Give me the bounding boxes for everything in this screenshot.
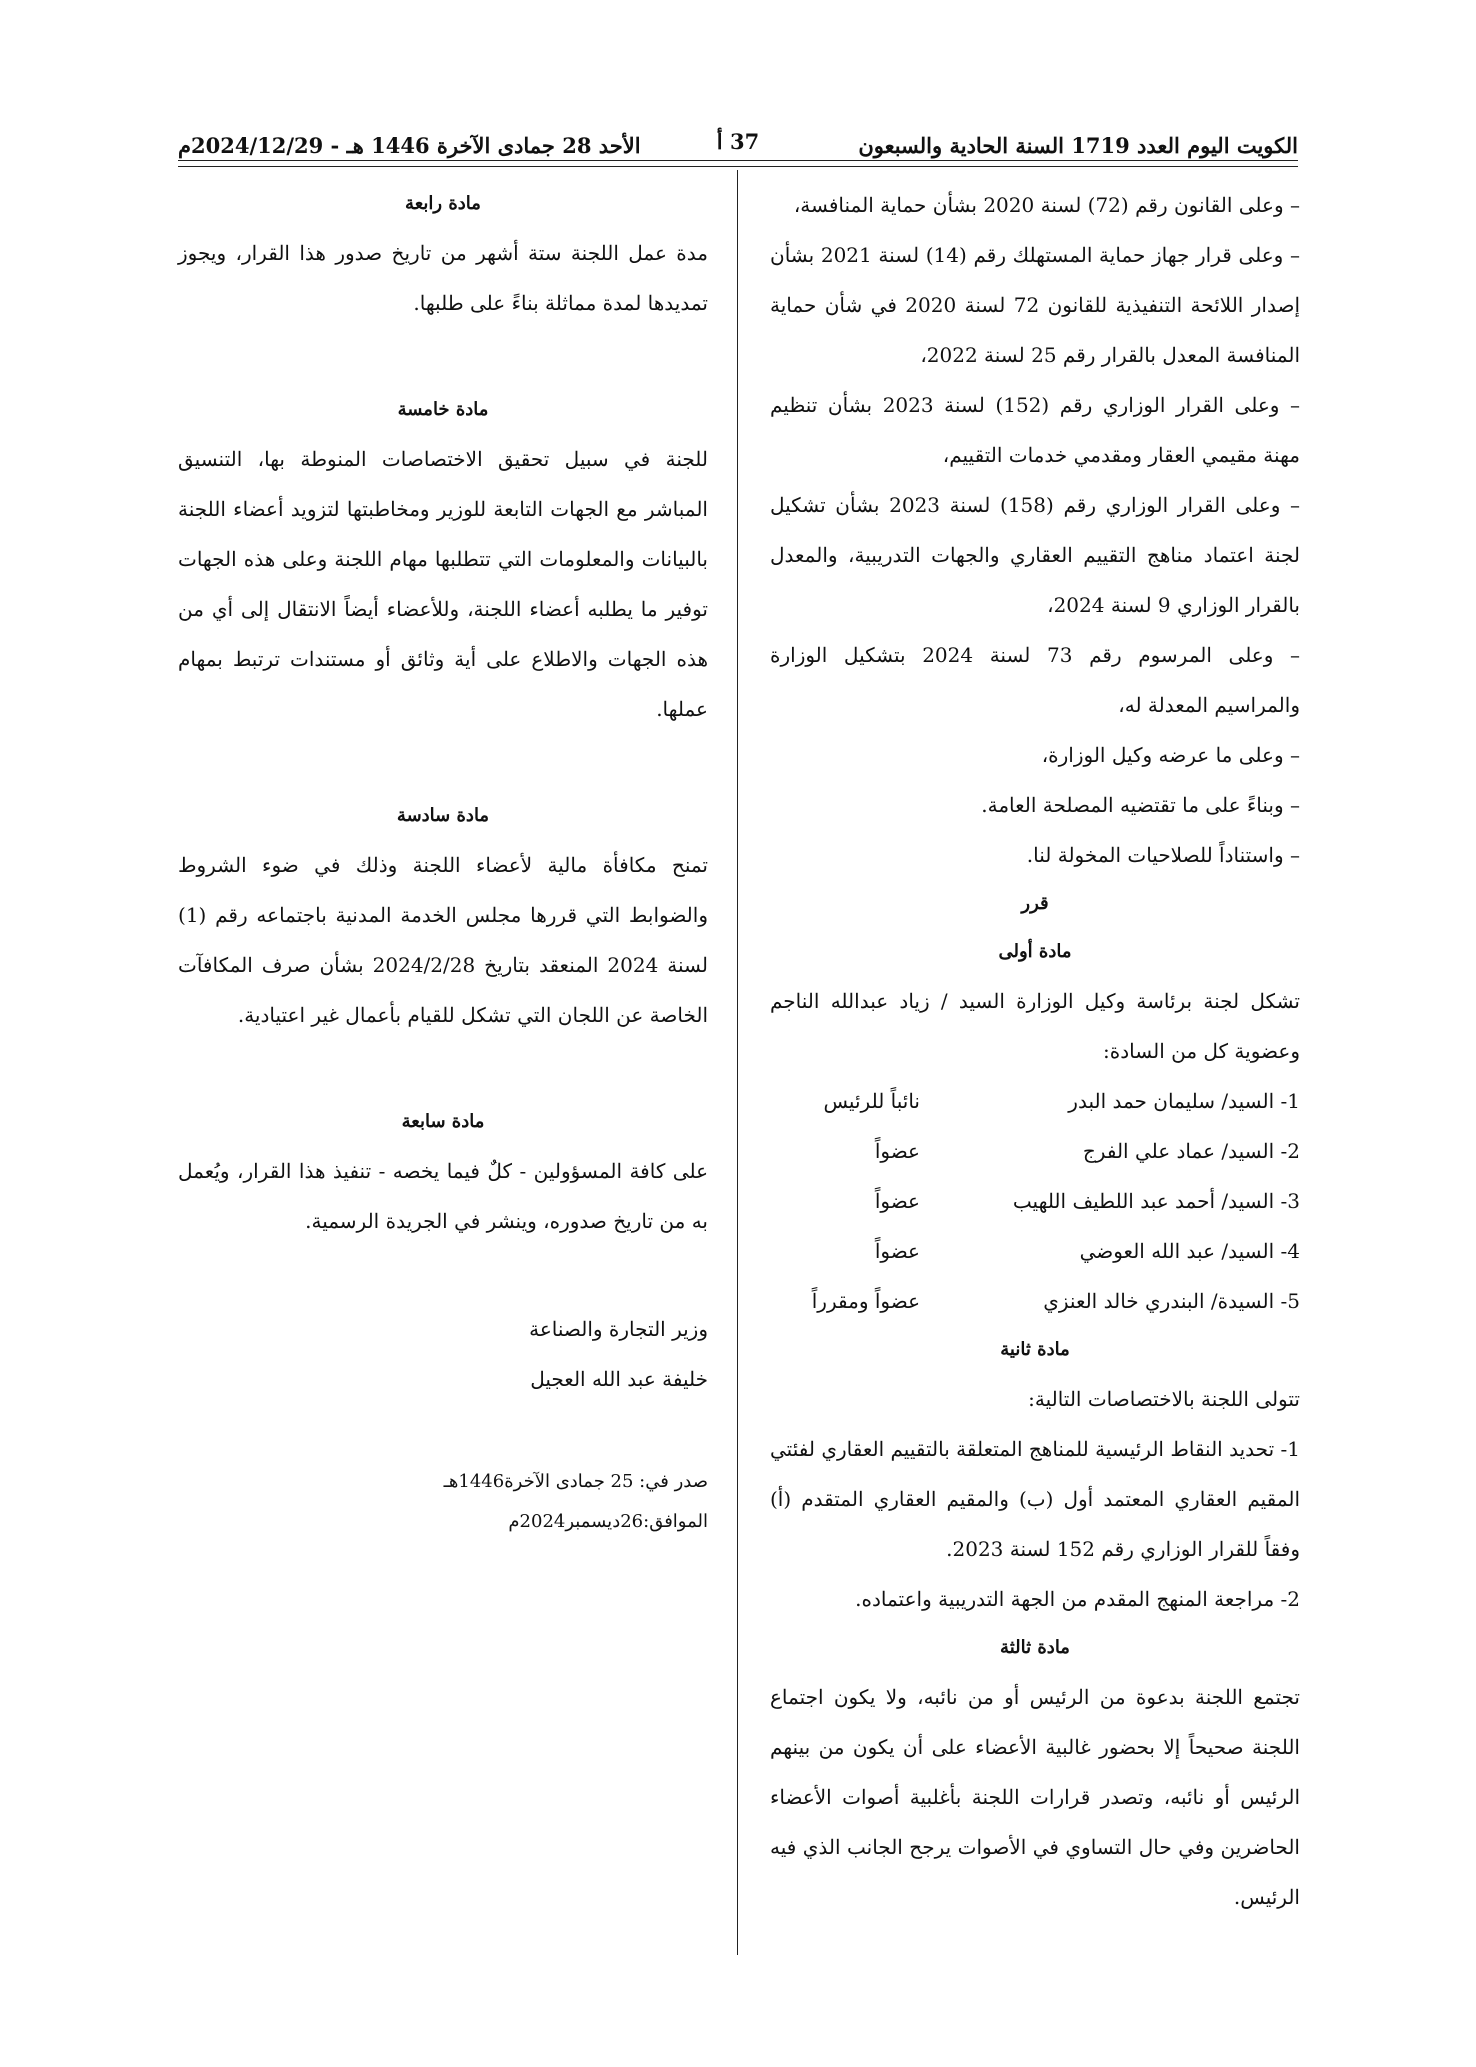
article-7-heading: مادة سابعة <box>401 1111 485 1132</box>
member-role: نائباً للرئيس <box>823 1089 920 1113</box>
header-date: الأحد 28 جمادى الآخرة 1446 هـ - 2024/12/29م <box>178 133 641 158</box>
member-role: عضواً <box>874 1239 920 1263</box>
spacer <box>178 1246 708 1304</box>
preamble-item: – وعلى المرسوم رقم 73 لسنة 2024 بتشكيل الوزارة والمراسيم المعدلة له، <box>770 643 1300 717</box>
spacer <box>178 1404 708 1462</box>
header-rule-top <box>178 160 1298 161</box>
page-header <box>178 118 1298 158</box>
article-1-text: تشكل لجنة برئاسة وكيل الوزارة السيد / زياد عبدالله الناجم وعضوية كل من السادة: <box>770 989 1300 1063</box>
article-6-text: تمنح مكافأة مالية لأعضاء اللجنة وذلك في ضوء الشروط والضوابط التي قررها مجلس الخدمة المدنية باجتماعه رقم (1) لسنة 2024 المنعقد بتاريخ 2024/2/28 بشأن صرف المكافآت الخاصة عن اللجان التي تشكل للقيام بأعمال غير اعتيادية. <box>178 853 708 1027</box>
issued-hijri-date: صدر في: 25 جمادى الآخرة1446هـ <box>443 1471 708 1492</box>
page-number: 37 أ <box>716 129 760 154</box>
article-2-item: 1- تحديد النقاط الرئيسية للمناهج المتعلقة بالتقييم العقاري لفئتي المقيم العقاري المعتمد أول (ب) والمقيم العقاري المتقدم (أ) وفقاً للقرار الوزاري رقم 152 لسنة 2023. <box>770 1437 1300 1561</box>
left-column <box>178 180 708 1542</box>
article-5-text: للجنة في سبيل تحقيق الاختصاصات المنوطة بها، التنسيق المباشر مع الجهات التابعة للوزير ومخاطبتها لتزويد أعضاء اللجنة بالبيانات والمعلومات التي تتطلبها مهام اللجنة وعلى هذه الجهات توفير ما يطلبه أعضاء اللجنة، وللأعضاء أيضاً الانتقال إلى أي من هذه الجهات والاطلاع على أية وثائق أو مستندات ترتبط بمهام عملها. <box>178 447 708 721</box>
issued-gregorian-date: الموافق:26ديسمبر2024م <box>508 1511 708 1532</box>
member-row <box>770 1176 1300 1226</box>
article-5-heading: مادة خامسة <box>397 399 489 420</box>
preamble-item: – واستناداً للصلاحيات المخولة لنا. <box>1026 843 1300 867</box>
member-role: عضواً ومقرراً <box>811 1289 920 1313</box>
minister-title: وزير التجارة والصناعة <box>529 1317 708 1341</box>
right-column <box>770 180 1300 1922</box>
column-divider <box>737 170 738 1955</box>
article-7-text: على كافة المسؤولين - كلٌ فيما يخصه - تنفيذ هذا القرار، ويُعمل به من تاريخ صدوره، وينشر في الجريدة الرسمية. <box>178 1159 708 1233</box>
article-2-item: 2- مراجعة المنهج المقدم من الجهة التدريبية واعتماده. <box>855 1587 1300 1611</box>
header-issue-info: الكويت اليوم العدد 1719 السنة الحادية والسبعون <box>858 133 1298 158</box>
header-rule-bottom <box>178 166 1298 167</box>
article-3-heading: مادة ثالثة <box>1000 1637 1070 1658</box>
preamble-item: – وعلى القرار الوزاري رقم (158) لسنة 2023 بشأن تشكيل لجنة اعتماد مناهج التقييم العقاري والجهات التدريبية، والمعدل بالقرار الوزاري 9 لسنة 2024، <box>770 493 1300 617</box>
preamble-item: – وعلى قرار جهاز حماية المستهلك رقم (14) لسنة 2021 بشأن إصدار اللائحة التنفيذية للقانون 72 لسنة 2020 في شأن حماية المنافسة المعدل بالقرار رقم 25 لسنة 2022، <box>770 243 1300 367</box>
member-name: 5- السيدة/ البندري خالد العنزي <box>1043 1289 1300 1313</box>
member-name: 4- السيد/ عبد الله العوضي <box>1079 1239 1300 1263</box>
preamble-item: – وعلى القانون رقم (72) لسنة 2020 بشأن حماية المنافسة، <box>793 193 1300 217</box>
member-row <box>770 1276 1300 1326</box>
member-row <box>770 1226 1300 1276</box>
member-role: عضواً <box>874 1139 920 1163</box>
member-row <box>770 1126 1300 1176</box>
preamble-item: – وبناءً على ما تقتضيه المصلحة العامة. <box>981 793 1300 817</box>
article-3-text: تجتمع اللجنة بدعوة من الرئيس أو من نائبه، ولا يكون اجتماع اللجنة صحيحاً إلا بحضور غالبية الأعضاء على أن يكون من بينهم الرئيس أو نائبه، وتصدر قرارات اللجنة بأغلبية أصوات الأعضاء الحاضرين وفي حال التساوي في الأصوات يرجح الجانب الذي فيه الرئيس. <box>770 1685 1300 1909</box>
spacer <box>178 734 708 792</box>
member-row <box>770 1076 1300 1126</box>
member-role: عضواً <box>874 1189 920 1213</box>
article-6-heading: مادة سادسة <box>396 805 490 826</box>
article-2-intro: تتولى اللجنة بالاختصاصات التالية: <box>1028 1387 1300 1411</box>
article-4-text: مدة عمل اللجنة ستة أشهر من تاريخ صدور هذا القرار، ويجوز تمديدها لمدة مماثلة بناءً على طلبها. <box>178 241 708 315</box>
member-name: 1- السيد/ سليمان حمد البدر <box>1068 1089 1300 1113</box>
spacer <box>178 328 708 386</box>
article-2-heading: مادة ثانية <box>1000 1339 1070 1360</box>
member-name: 2- السيد/ عماد علي الفرج <box>1082 1139 1300 1163</box>
article-1-heading: مادة أولى <box>998 941 1072 962</box>
decided-heading: قرر <box>1021 893 1049 914</box>
article-4-heading: مادة رابعة <box>405 193 481 214</box>
minister-name: خليفة عبد الله العجيل <box>530 1367 708 1391</box>
spacer <box>178 1040 708 1098</box>
preamble-item: – وعلى القرار الوزاري رقم (152) لسنة 2023 بشأن تنظيم مهنة مقيمي العقار ومقدمي خدمات التقييم، <box>770 393 1301 467</box>
member-name: 3- السيد/ أحمد عبد اللطيف اللهيب <box>1012 1189 1300 1213</box>
preamble-item: – وعلى ما عرضه وكيل الوزارة، <box>1041 743 1300 767</box>
